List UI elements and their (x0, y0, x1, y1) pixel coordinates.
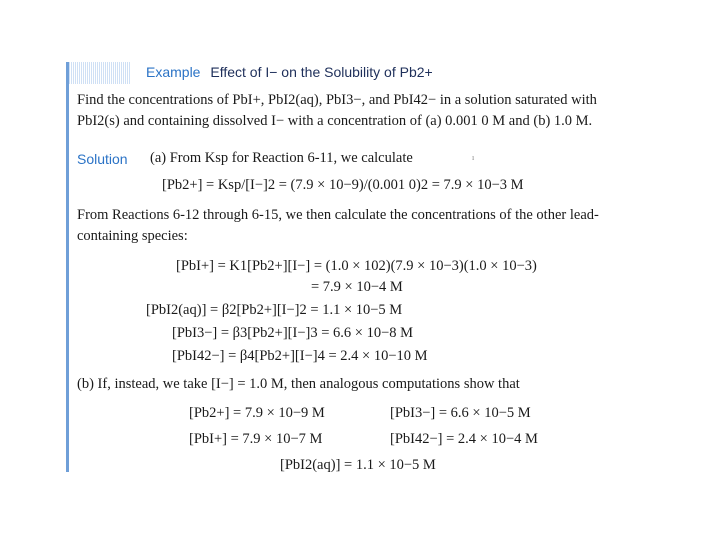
margin-rule (66, 62, 69, 472)
b-pbi2-result: [PbI2(aq)] = 1.1 × 10−5 M (280, 457, 436, 473)
pbi-result: = 7.9 × 10−4 M (311, 279, 403, 295)
example-keyword: Example (146, 64, 201, 80)
part-b-intro: (b) If, instead, we take [I−] = 1.0 M, then analogous computations show that (77, 376, 520, 392)
b-pb-result: [Pb2+] = 7.9 × 10−9 M (189, 405, 325, 421)
example-title: Effect of I− on the Solubility of Pb2+ (210, 64, 433, 80)
pbi4-equation: [PbI42−] = β4[Pb2+][I−]4 = 2.4 × 10−10 M (172, 348, 428, 364)
problem-line-2: PbI2(s) and containing dissolved I− with a concentration of (a) 0.001 0 M and (b) 1.0 M. (77, 113, 593, 129)
b-pbi4-result: [PbI42−] = 2.4 × 10−4 M (390, 431, 538, 447)
pb-ksp-equation: [Pb2+] = Ksp/[I−]2 = (7.9 × 10−9)/(0.001 0)2 = 7.9 × 10−3 M (162, 177, 524, 193)
solution-label: Solution (77, 151, 128, 167)
stray-mark: ı (472, 153, 475, 162)
problem-line-1: Find the concentrations of PbI+, PbI2(aq), PbI3−, and PbI42− in a solution saturated with (77, 92, 597, 108)
pbi2-equation: [PbI2(aq)] = β2[Pb2+][I−]2 = 1.1 × 10−5 M (146, 302, 403, 318)
part-a-intro: (a) From Ksp for Reaction 6-11, we calculate (150, 150, 413, 166)
reactions-line-2: containing species: (77, 228, 188, 244)
heading-band (69, 62, 131, 84)
reactions-line-1: From Reactions 6-12 through 6-15, we then calculate the concentrations of the other lead- (77, 207, 599, 223)
b-pbi-result: [PbI+] = 7.9 × 10−7 M (189, 431, 323, 447)
example-heading (146, 64, 433, 80)
pbi3-equation: [PbI3−] = β3[Pb2+][I−]3 = 6.6 × 10−8 M (172, 325, 414, 341)
pbi-equation: [PbI+] = K1[Pb2+][I−] = (1.0 × 102)(7.9 × 10−3)(1.0 × 10−3) (176, 258, 537, 274)
b-pbi3-result: [PbI3−] = 6.6 × 10−5 M (390, 405, 531, 421)
